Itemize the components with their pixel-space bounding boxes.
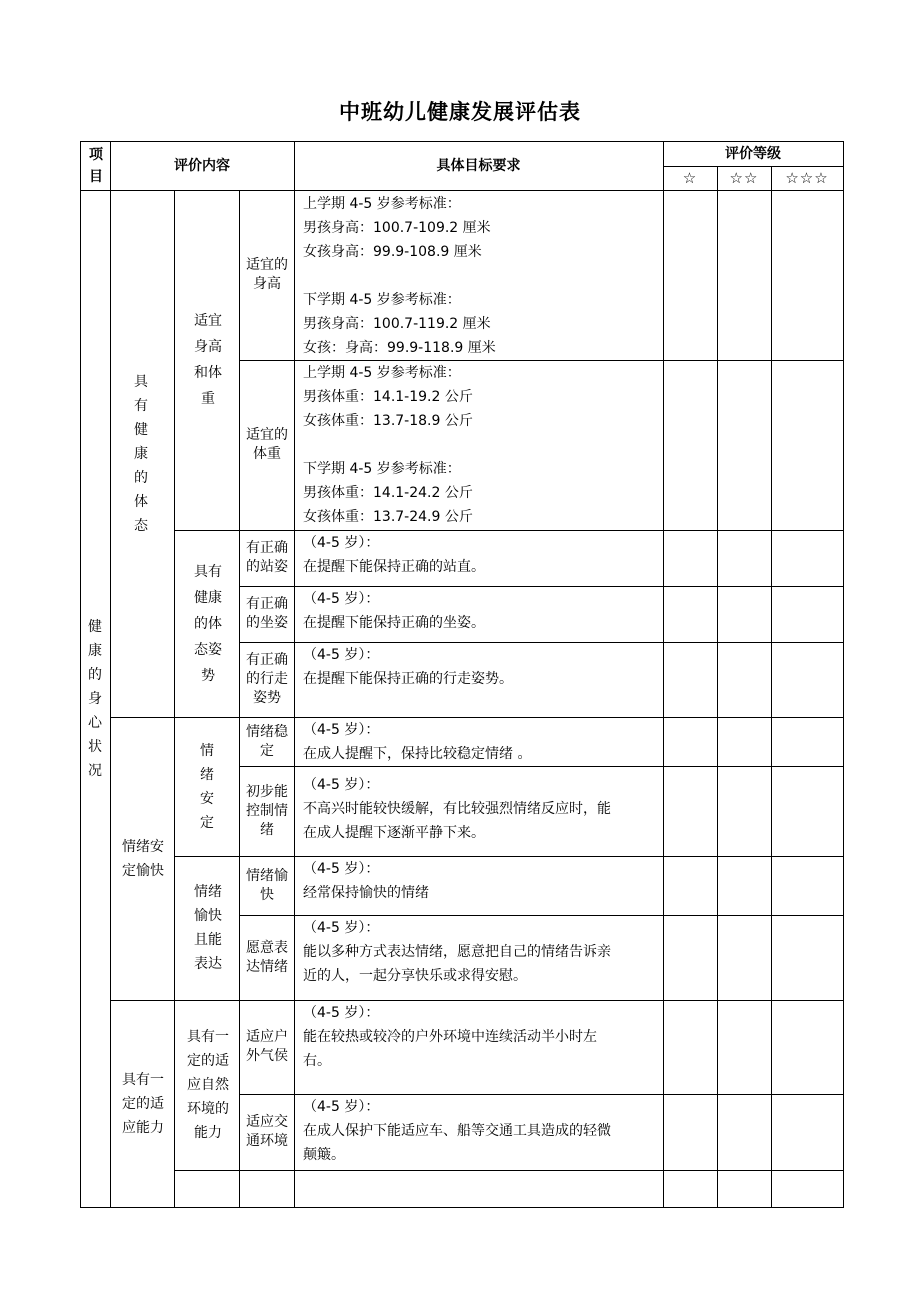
item-climate: 适应户外气侯 — [246, 1029, 288, 1064]
goal-express — [294, 916, 663, 988]
header-goals: 具体目标要求 — [436, 157, 521, 174]
header-content: 评价内容 — [174, 157, 230, 174]
col-divider — [663, 141, 664, 1208]
goal-happy — [294, 857, 663, 905]
sub-adapt-nature: 具有一定的适应自然环境的能力 — [187, 1029, 229, 1141]
goal-line: 下学期 4-5 岁参考标准： — [303, 461, 461, 477]
goal-traffic — [294, 1095, 663, 1167]
goal-line: 不高兴时能较快缓解，有比较强烈情绪反应时，能 — [303, 801, 611, 817]
goal-line: 能以多种方式表达情绪，愿意把自己的情绪告诉亲 — [303, 944, 611, 960]
col-divider — [771, 166, 772, 1208]
goal-line: 女孩体重：13.7-18.9 公斤 — [303, 413, 473, 429]
goal-line: （4-5 岁）： — [303, 777, 380, 793]
project-label: 健康的身心状况 — [88, 618, 102, 779]
goal-line: 能在较热或较冷的户外环境中连续活动半小时左 — [303, 1029, 597, 1045]
goal-sit — [294, 587, 663, 635]
header-two-star: ☆☆ — [729, 169, 759, 187]
category-emotion: 情绪安定愉快 — [122, 838, 164, 879]
header-one-star: ☆ — [682, 169, 698, 187]
goal-line: 女孩身高：99.9-108.9 厘米 — [303, 244, 482, 260]
goal-line: （4-5 岁）： — [303, 722, 380, 738]
page-title: 中班幼儿健康发展评估表 — [339, 100, 581, 124]
item-control: 初步能控制情绪 — [246, 783, 288, 838]
goal-line: 男孩体重：14.1-19.2 公斤 — [303, 389, 473, 405]
item-weight: 适宜的体重 — [246, 427, 288, 462]
goal-line: 下学期 4-5 岁参考标准： — [303, 292, 461, 308]
sub-emotion-stable: 情绪安定 — [200, 742, 214, 831]
item-height: 适宜的身高 — [246, 257, 288, 292]
goal-line: 经常保持愉快的情绪 — [303, 885, 429, 901]
item-stable: 情绪稳 定 — [246, 723, 288, 759]
goal-line: （4-5 岁）： — [303, 647, 380, 663]
item-sit: 有正确的坐姿 — [246, 596, 288, 631]
sub-posture: 具有健康的体态姿势 — [194, 563, 222, 684]
goal-line: 男孩身高：100.7-119.2 厘米 — [303, 316, 491, 332]
table-border-left — [80, 141, 81, 1208]
goal-line: 近的人，一起分享快乐或求得安慰。 — [303, 968, 527, 984]
item-express: 愿意表达情绪 — [246, 939, 288, 975]
goal-walk — [294, 643, 663, 691]
col-divider — [110, 141, 111, 1208]
item-happy: 情绪愉快 — [246, 867, 288, 903]
goal-line: 女孩体重：13.7-24.9 公斤 — [303, 509, 473, 525]
goal-line: 颠簸。 — [303, 1147, 345, 1163]
item-stand: 有正确的站姿 — [246, 540, 288, 575]
goal-line: （4-5 岁）： — [303, 920, 380, 936]
row-divider — [174, 1170, 844, 1171]
goal-line: 男孩体重：14.1-24.2 公斤 — [303, 485, 473, 501]
goal-line: 上学期 4-5 岁参考标准： — [303, 196, 461, 212]
goal-weight — [294, 361, 663, 529]
goal-line: （4-5 岁）： — [303, 1005, 380, 1021]
table-border-bottom — [80, 1207, 844, 1208]
goal-line: 女孩：身高：99.9-118.9 厘米 — [303, 340, 496, 356]
col-divider — [717, 166, 718, 1208]
goal-line: （4-5 岁）： — [303, 1099, 380, 1115]
goal-line: 在成人提醒下逐渐平静下来。 — [303, 825, 485, 841]
header-project: 项目 — [89, 146, 103, 185]
sub-emotion-happy: 情绪愉快且能表达 — [194, 884, 222, 972]
col-divider — [174, 190, 175, 1208]
goal-line: 在提醒下能保持正确的坐姿。 — [303, 615, 485, 631]
goal-line: 在成人保护下能适应车、船等交通工具造成的轻微 — [303, 1123, 611, 1139]
header-grade: 评价等级 — [725, 145, 781, 162]
goal-climate — [294, 1001, 663, 1073]
goal-height — [294, 192, 663, 360]
goal-stable — [294, 718, 663, 766]
header-three-star: ☆☆☆ — [785, 169, 829, 187]
category-adapt: 具有一定的适应能力 — [122, 1071, 164, 1136]
goal-stand — [294, 531, 663, 579]
goal-line: 右。 — [303, 1053, 331, 1069]
sub-height-weight: 适宜身高和体重 — [194, 313, 222, 407]
goal-line: 在提醒下能保持正确的站直。 — [303, 559, 485, 575]
row-divider — [239, 766, 844, 767]
goal-line: 在提醒下能保持正确的行走姿势。 — [303, 671, 513, 687]
category-body: 具有健康的体态 — [134, 373, 148, 534]
col-divider — [239, 190, 240, 1208]
item-traffic: 适应交通环境 — [246, 1114, 288, 1149]
goal-line: （4-5 岁）： — [303, 861, 380, 877]
item-walk: 有正确的行走姿势 — [246, 652, 288, 706]
goal-line: 在成人提醒下，保持比较稳定情绪 。 — [303, 746, 532, 762]
goal-line: （4-5 岁）： — [303, 591, 380, 607]
goal-control — [294, 773, 663, 845]
goal-line: 男孩身高：100.7-109.2 厘米 — [303, 220, 491, 236]
goal-line: （4-5 岁）： — [303, 535, 380, 551]
table-border-right — [843, 141, 844, 1208]
goal-line: 上学期 4-5 岁参考标准： — [303, 365, 461, 381]
